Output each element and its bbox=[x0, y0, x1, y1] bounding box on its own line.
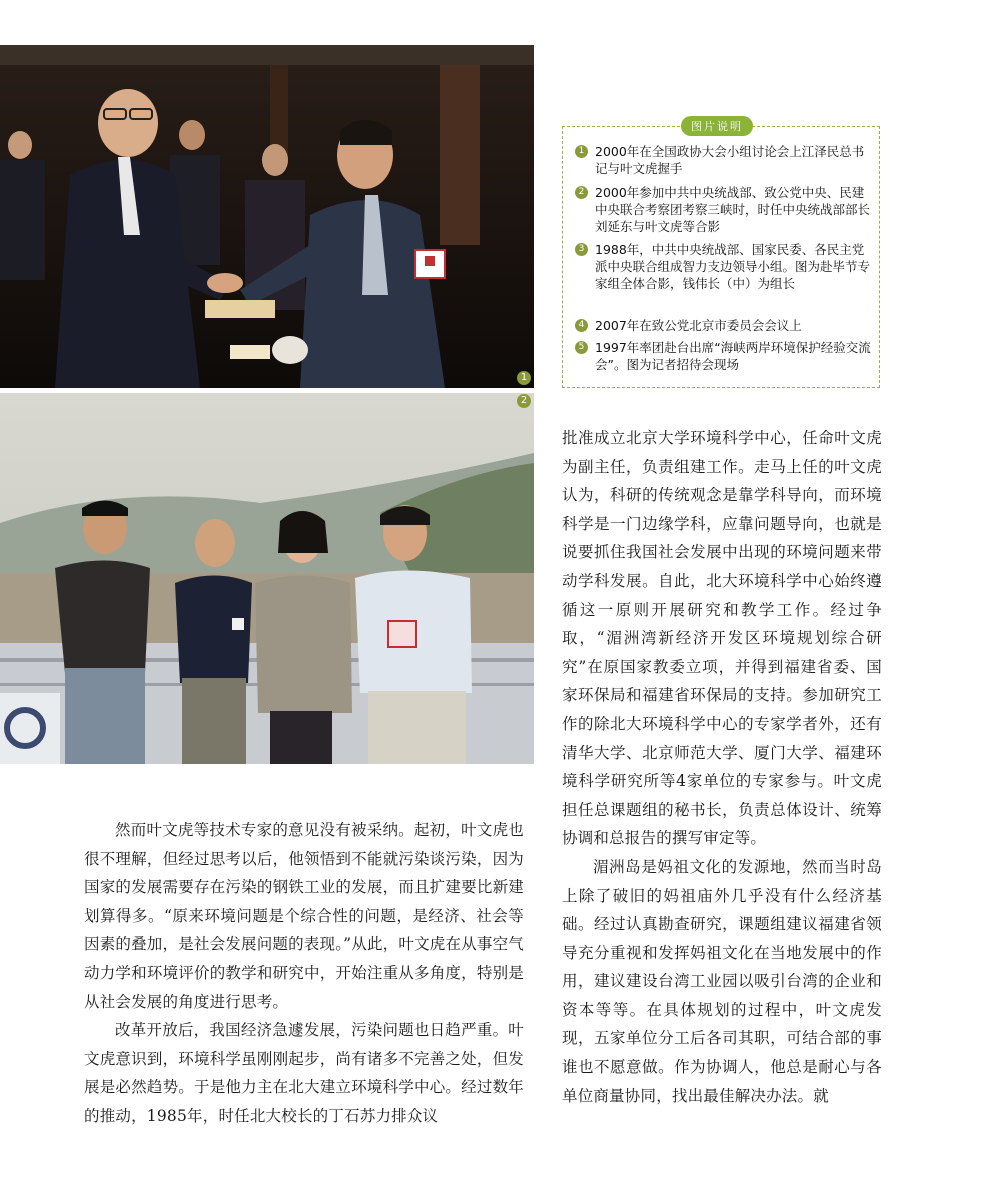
caption-number: 1 bbox=[575, 145, 588, 158]
article-paragraph: 然而叶文虎等技术专家的意见没有被采纳。起初，叶文虎也很不理解，但经过思考以后，他领悟到不能就污染谈污染，因为国家的发展需要存在污染的钢铁工业的发展，而且扩建要比新建划算得多。“原来环境问题是个综合性的问题，是经济、社会等因素的叠加，是社会发展问题的表现。”从此，叶文虎在从事空气动力学和环境评价的教学和研究中，开始注重从多角度，特别是从社会发展的角度进行思考。 bbox=[84, 821, 524, 1011]
photo-group-boat bbox=[0, 393, 534, 764]
photo-number-2: 2 bbox=[517, 394, 531, 408]
caption-item bbox=[575, 317, 873, 334]
caption-item bbox=[575, 339, 873, 373]
article-right-column bbox=[562, 424, 882, 1110]
caption-item bbox=[575, 143, 873, 177]
caption-text: 2000年在全国政协大会小组讨论会上江泽民总书记与叶文虎握手 bbox=[595, 144, 865, 176]
caption-number: 2 bbox=[575, 186, 588, 199]
caption-text: 1997年率团赴台出席“海峡两岸环境保护经验交流会”。图为记者招待会现场 bbox=[595, 340, 871, 372]
caption-number: 5 bbox=[575, 341, 588, 354]
caption-number: 4 bbox=[575, 319, 588, 332]
caption-number: 3 bbox=[575, 243, 588, 256]
article-paragraph: 改革开放后，我国经济急遽发展，污染问题也日趋严重。叶文虎意识到，环境科学虽刚刚起步，尚有诸多不完善之处，但发展是必然趋势。于是他力主在北大建立环境科学中心。经过数年的推动，1985年，时任北大校长的丁石苏力排众议 bbox=[84, 1021, 524, 1125]
photo-handshake bbox=[0, 45, 534, 388]
article-paragraph: 湄洲岛是妈祖文化的发源地，然而当时岛上除了破旧的妈祖庙外几乎没有什么经济基础。经过认真勘查研究，课题组建议福建省领导充分重视和发挥妈祖文化在当地发展中的作用，建议建设台湾工业园以吸引台湾的企业和资本等等。在具体规划的过程中，叶文虎发现，五家单位分工后各司其职，可结合部的事谁也不愿意做。作为协调人，他总是耐心与各单位商量协同，找出最佳解决办法。就 bbox=[562, 857, 882, 1105]
caption-text: 2000年参加中共中央统战部、致公党中央、民建中央联合考察团考察三峡时，时任中央统战部部长刘延东与叶文虎等合影 bbox=[595, 185, 871, 234]
photo-caption-box bbox=[562, 120, 880, 388]
caption-item bbox=[575, 241, 873, 292]
photo-number-1: 1 bbox=[517, 371, 531, 385]
article-paragraph: 批准成立北京大学环境科学中心，任命叶文虎为副主任，负责组建工作。走马上任的叶文虎认为，科研的传统观念是靠学科导向，而环境科学是一门边缘学科，应靠问题导向，也就是说要抓住我国社会发展中出现的环境问题来带动学科发展。自此，北大环境科学中心始终遵循这一原则开展研究和教学工作。经过争取，“湄洲湾新经济开发区环境规划综合研究”在原国家教委立项，并得到福建省委、国家环保局和福建省环保局的支持。参加研究工作的除北大环境科学中心的专家学者外，还有清华大学、北京师范大学、厦门大学、福建环境科学研究所等4家单位的专家参与。叶文虎担任总课题组的秘书长，负责总体设计、统筹协调和总报告的撰写审定等。 bbox=[562, 429, 882, 848]
caption-item bbox=[575, 184, 873, 235]
article-left-column bbox=[84, 816, 524, 1131]
caption-text: 2007年在致公党北京市委员会会议上 bbox=[595, 318, 802, 333]
caption-text: 1988年，中共中央统战部、国家民委、各民主党派中央联合组成智力支边领导小组。图为赴毕节专家组全体合影，钱伟长（中）为组长 bbox=[595, 242, 871, 291]
caption-title: 图片说明 bbox=[681, 116, 753, 136]
